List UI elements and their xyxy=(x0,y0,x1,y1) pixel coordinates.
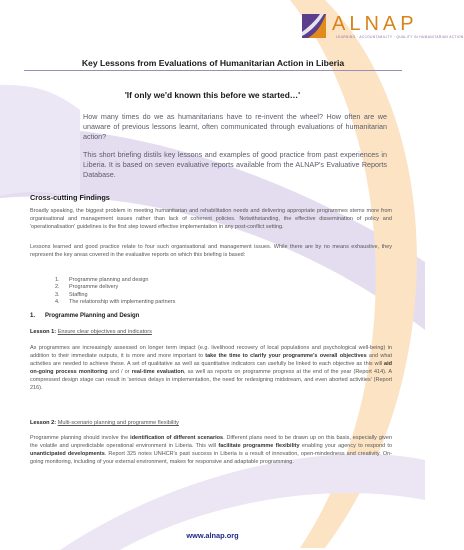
alnap-logo xyxy=(300,8,464,44)
text-run: Programme planning should involve the xyxy=(30,435,131,441)
text-run: . Report 325 notes UNHCR's past success in Liberia is a result of innovation, open-mindedness and creativity. On-going monitoring, including of your external environment, makes for responsive and adaptable programming. xyxy=(30,450,392,465)
lesson-1-label: Lesson 1: xyxy=(30,329,57,335)
subsection-label: Programme Planning and Design xyxy=(45,313,140,319)
section-heading: Cross-cutting Findings xyxy=(30,193,110,202)
list-item-number: 4. xyxy=(55,299,60,306)
text-run: and what activities are needed to achieve these. A set of qualitative as well as quantitative indicators can usefully be linked to each objective as this will xyxy=(30,352,392,367)
list-item-number: 3. xyxy=(55,291,60,298)
text-run: . Different plans need to be drawn up on this basis, especially given the volatile and unpredictable operational environment in Liberia. This will xyxy=(30,435,393,449)
list-item xyxy=(55,284,175,291)
list-item-label: Programme planning and design xyxy=(69,277,149,283)
text-run: enabling your agency to respond to xyxy=(299,442,393,449)
lesson-2-heading xyxy=(30,420,179,426)
quote-heading: 'If only we'd known this before we started…' xyxy=(124,90,301,100)
body-paragraph-2: Lessons learned and good practice relate to four such organisational and management issues. While there are by no means exhaustive, they represent the key areas covered in the evaluative reports on which this briefing is based: xyxy=(30,244,392,258)
subsection-heading xyxy=(30,313,139,319)
emphasis: real-time evaluation xyxy=(131,368,184,375)
text-run: , as well as reports on programme progress at the end of the year (Report 414). A compressed design stage can result in 'serious delays in implementation, the need for redesigning midstream, and even aborted activities' (Report 216). xyxy=(30,368,392,391)
body-paragraph-1: Broadly speaking, the biggest problem in meeting humanitarian and rehabilitation needs and delivering appropriate programmes stems more from organisational and management issues rather than lack of coherent policies. Notwithstanding, the effective dissemination of policy and 'operationalisation' guidelines is the first step toward effective implementation in any post-conflict setting. xyxy=(30,208,392,230)
list-item xyxy=(55,299,175,306)
list-item xyxy=(55,277,175,284)
list-item xyxy=(55,292,175,299)
alnap-logo-mark-icon xyxy=(300,12,328,40)
lesson-2-label: Lesson 2: xyxy=(30,420,57,426)
intro-paragraph-1: How many times do we as humanitarians have to re-invent the wheel? How often are we unaware of previous lessons learnt, often communicated through evaluations of humanitarian action? xyxy=(83,112,387,141)
emphasis: identification of different scenarios xyxy=(130,435,224,441)
footer-website-link[interactable]: www.alnap.org xyxy=(186,531,239,540)
document-title: Key Lessons from Evaluations of Humanitarian Action in Liberia xyxy=(81,58,345,68)
emphasis: unanticipated developments xyxy=(30,450,105,457)
emphasis: facilitate programme flexibility xyxy=(218,442,300,449)
logo-wordmark: ALNAP xyxy=(332,13,418,35)
text-run: As programmes are increasingly assessed on longer term impact (e.g. livelihood recovery of local populations and psychological well-being) in addition to their immediate outputs, it is more and more important to xyxy=(30,345,392,359)
lesson-2-title: Multi-scenario planning and programme flexibility xyxy=(57,420,179,426)
text-run: and / or xyxy=(107,368,132,375)
emphasis: aid on-going process monitoring xyxy=(30,360,392,375)
subsection-number: 1. xyxy=(30,313,36,319)
list-item-label: The relationship with implementing partners xyxy=(69,299,176,306)
lesson-1-heading xyxy=(30,329,152,335)
intro-paragraph-2: This short briefing distils key lessons and examples of good practice from past experiences in Liberia. It is based on seven evaluative reports available from the ALNAP's Evaluative Reports Database. xyxy=(83,150,387,179)
emphasis: take the time to clarify your programme's overall objectives xyxy=(205,352,367,359)
lesson-1-paragraph xyxy=(30,345,392,392)
list-item-label: Programme delivery xyxy=(69,284,119,291)
logo-tagline: LEARNING · ACCOUNTABILITY · QUALITY IN HUMANITARIAN ACTION xyxy=(336,35,464,39)
key-areas-list xyxy=(55,277,175,307)
lesson-1-title: Ensure clear objectives and indicators xyxy=(57,329,152,335)
list-item-number: 1. xyxy=(55,277,60,283)
lesson-2-paragraph xyxy=(30,435,392,467)
list-item-number: 2. xyxy=(55,284,60,291)
title-divider xyxy=(24,70,402,71)
list-item-label: Staffing xyxy=(69,291,88,298)
